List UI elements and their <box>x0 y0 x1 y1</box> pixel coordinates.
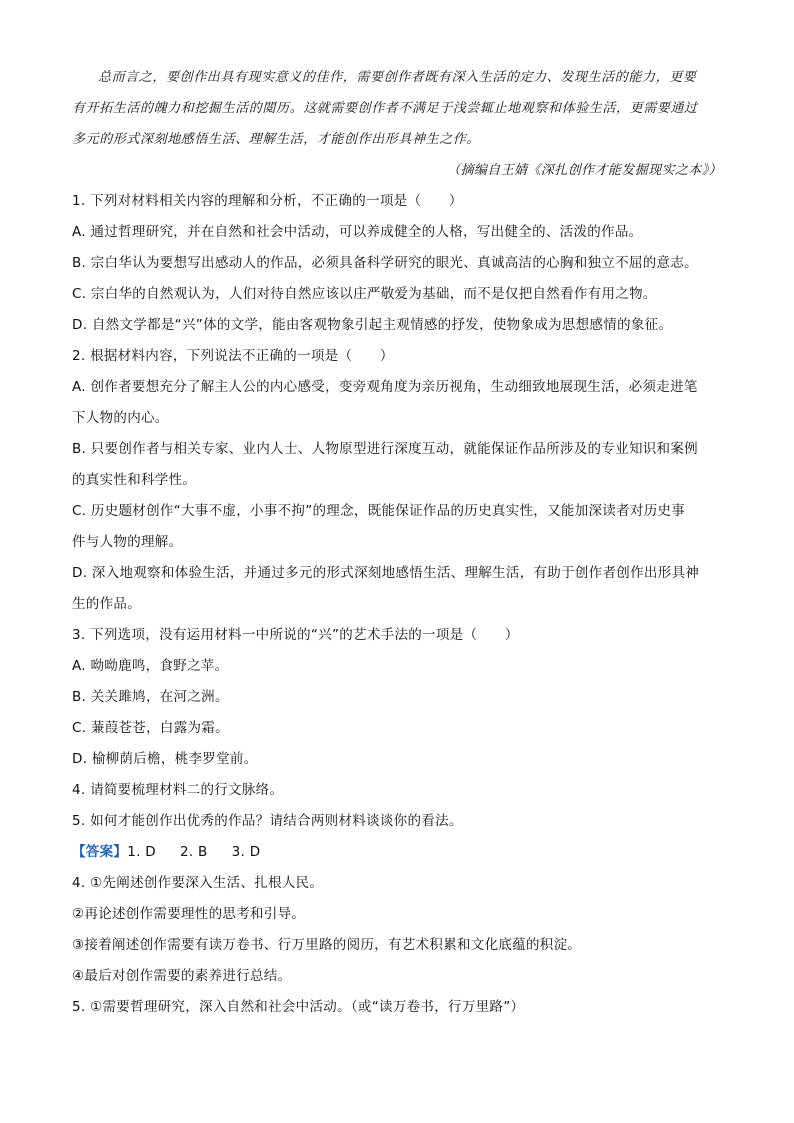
option-a-cont: 下人物的内心。 <box>72 410 169 426</box>
option-a: A. 创作者要想充分了解主人公的内心感受，变旁观角度为亲历视角，生动细致地展现生活，必须走进笔 <box>72 379 698 395</box>
option-d-cont: 生的作品。 <box>72 596 141 612</box>
answer-3: 3. D <box>231 844 261 860</box>
option-d: D. 榆柳荫后檐，桃李罗堂前。 <box>72 751 258 767</box>
excerpt-line: 总而言之，要创作出具有现实意义的佳作，需要创作者既有深入生活的定力、发现生活的能力，更要 <box>98 70 697 85</box>
answer-section <box>72 837 722 1023</box>
answer-1: 1. D <box>127 844 156 860</box>
question-stem: 3. 下列选项，没有运用材料一中所说的“兴”的艺术手法的一项是（ ） <box>72 627 519 643</box>
option-d: D. 深入地观察和体验生活，并通过多元的形式深刻地感悟生活、理解生活，有助于创作者创作出形具神 <box>72 565 700 581</box>
option-c: C. 蒹葭苍苍，白露为霜。 <box>72 720 229 736</box>
option-c-cont: 件与人物的理解。 <box>72 534 183 550</box>
answer-5-point-1: 5. ①需要哲理研究，深入自然和社会中活动。（或“读万卷书，行万里路”） <box>72 999 525 1015</box>
option-b: B. 宗白华认为要想写出感动人的作品，必须具备科学研究的眼光、真诚高洁的心胸和独立不屈的意志。 <box>72 255 698 271</box>
option-d: D. 自然文学都是“兴”体的文学，能由客观物象引起主观情感的抒发，使物象成为思想感情的象征。 <box>72 317 673 333</box>
question-1 <box>72 186 722 341</box>
option-b: B. 只要创作者与相关专家、业内人士、人物原型进行深度互动，就能保证作品所涉及的专业知识和案例 <box>72 441 698 457</box>
answer-4-step-3: ③接着阐述创作需要有读万卷书、行万里路的阅历，有艺术积累和文化底蕴的积淀。 <box>72 937 582 953</box>
answer-2: 2. B <box>179 844 208 860</box>
answer-4-step-2: ②再论述创作需要理性的思考和引导。 <box>72 906 306 922</box>
question-3 <box>72 620 722 775</box>
answer-4-step-1: 4. ①先阐述创作要深入生活、扎根人民。 <box>72 875 324 891</box>
question-4: 4. 请简要梳理材料二的行文脉络。 <box>72 782 284 798</box>
answer-tag: 【答案】 <box>72 844 128 860</box>
question-5: 5. 如何才能创作出优秀的作品？请结合两则材料谈谈你的看法。 <box>72 813 463 829</box>
question-stem: 1. 下列对材料相关内容的理解和分析，不正确的一项是（ ） <box>72 193 463 209</box>
question-2 <box>72 341 722 620</box>
excerpt-line: 多元的形式深刻地感悟生活、理解生活，才能创作出形具神生之作。 <box>72 132 481 147</box>
option-a: A. 呦呦鹿鸣，食野之苹。 <box>72 658 229 674</box>
option-b: B. 关关雎鸠，在河之洲。 <box>72 689 229 705</box>
answer-4-step-4: ④最后对创作需要的素养进行总结。 <box>72 968 292 984</box>
excerpt-passage <box>72 62 722 155</box>
option-c: C. 历史题材创作“大事不虚，小事不拘”的理念，既能保证作品的历史真实性，又能加深读者对历史事 <box>72 503 686 519</box>
option-c: C. 宗白华的自然观认为，人们对待自然应该以庄严敬爱为基础，而不是仅把自然看作有用之物。 <box>72 286 657 302</box>
answer-key-row <box>72 837 722 868</box>
option-b-cont: 的真实性和科学性。 <box>72 472 197 488</box>
excerpt-line: 有开拓生活的魄力和挖掘生活的閲历。这就需要创作者不满足于浅尝辄止地观察和体验生活，更需要通过 <box>72 101 698 116</box>
option-a: A. 通过哲理研究，并在自然和社会中活动，可以养成健全的人格，写出健全的、活泼的作品。 <box>72 224 643 240</box>
document-page <box>72 62 722 1023</box>
question-stem: 2. 根据材料内容，下列说法不正确的一项是（ ） <box>72 348 394 364</box>
excerpt-source: （摘编自王婧《深扎创作才能发掘现实之本》） <box>447 163 722 178</box>
